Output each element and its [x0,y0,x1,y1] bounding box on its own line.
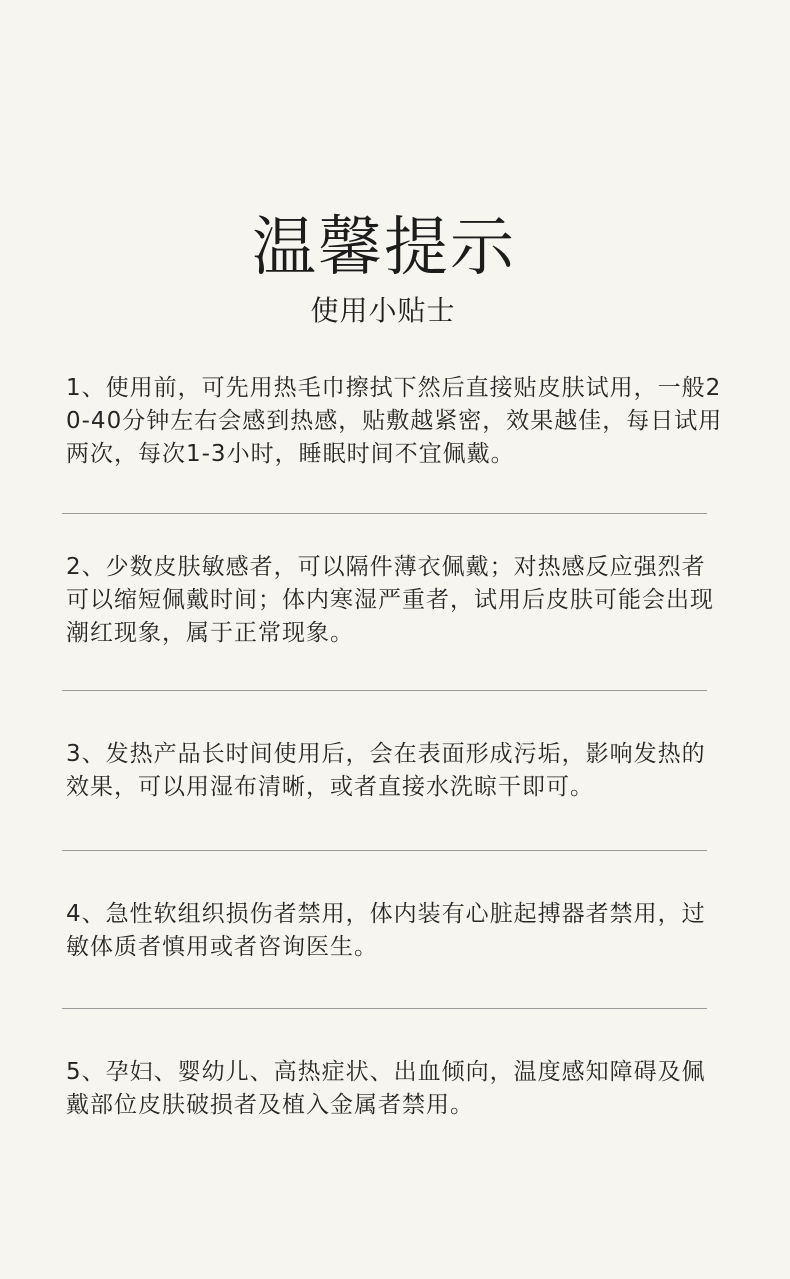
tip-item-4: 4、急性软组织损伤者禁用，体内装有心脏起搏器者禁用，过敏体质者慎用或者咨询医生。 [66,901,706,960]
tip-item-2: 2、少数皮肤敏感者，可以隔件薄衣佩戴；对热感反应强烈者可以缩短佩戴时间；体内寒湿严重者，试用后皮肤可能会出现潮红现象，属于正常现象。 [66,554,714,646]
tip-item-1: 1、使用前，可先用热毛巾擦拭下然后直接贴皮肤试用，一般20-40分钟左右会感到热感，贴敷越紧密，效果越佳，每日试用两次，每次1-3小时，睡眠时间不宜佩戴。 [66,375,723,467]
divider-4 [62,1008,707,1009]
divider-1 [62,513,707,514]
divider-2 [62,690,707,691]
page-title: 温馨提示 [252,211,516,285]
tip-item-3: 3、发热产品长时间使用后，会在表面形成污垢，影响发热的效果，可以用湿布清晰，或者直接水洗晾干即可。 [66,741,706,800]
divider-3 [62,850,707,851]
tip-item-5: 5、孕妇、婴幼儿、高热症状、出血倾向，温度感知障碍及佩戴部位皮肤破损者及植入金属者禁用。 [66,1059,706,1118]
page-subtitle: 使用小贴士 [310,294,456,327]
